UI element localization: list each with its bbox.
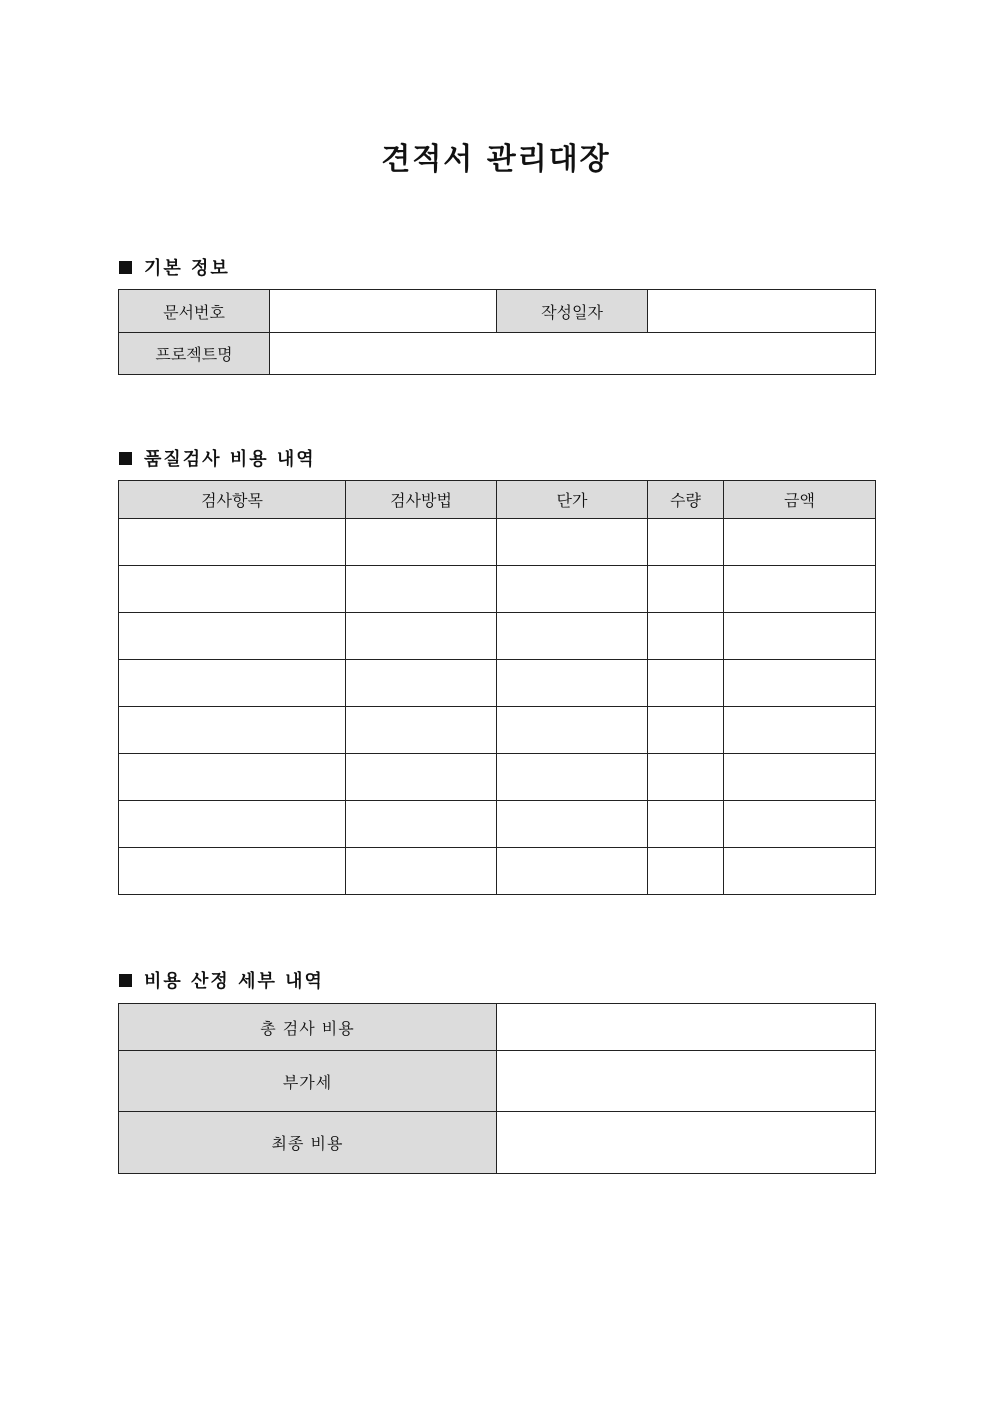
unit-price-cell[interactable] [497,566,648,613]
project-name-field[interactable] [270,333,876,375]
section-heading-cost-breakdown [119,967,324,993]
square-bullet-icon [119,974,132,987]
project-name-label: 프로젝트명 [119,333,270,375]
column-header-item: 검사항목 [119,481,346,519]
quantity-cell[interactable] [648,660,724,707]
section-heading-label: 기본 정보 [144,258,230,279]
unit-price-cell[interactable] [497,660,648,707]
column-header-quantity: 수량 [648,481,724,519]
method-cell[interactable] [346,848,497,895]
table-row [119,519,876,566]
method-cell[interactable] [346,801,497,848]
total-inspection-cost-label: 총 검사 비용 [119,1004,497,1051]
method-cell[interactable] [346,519,497,566]
quantity-cell[interactable] [648,848,724,895]
date-field[interactable] [648,290,876,333]
table-row [119,660,876,707]
quantity-cell[interactable] [648,801,724,848]
page-title: 견적서 관리대장 [381,142,611,177]
table-row [119,1112,876,1174]
column-header-amount: 금액 [724,481,876,519]
unit-price-cell[interactable] [497,754,648,801]
table-row [119,566,876,613]
section-heading-basic-info [119,254,230,280]
method-cell[interactable] [346,660,497,707]
unit-price-cell[interactable] [497,519,648,566]
table-row [119,848,876,895]
item-cell[interactable] [119,707,346,754]
date-label: 작성일자 [497,290,648,333]
table-row [119,754,876,801]
quantity-cell[interactable] [648,707,724,754]
inspection-cost-table [118,480,876,895]
quantity-cell[interactable] [648,566,724,613]
unit-price-cell[interactable] [497,801,648,848]
amount-cell[interactable] [724,613,876,660]
item-cell[interactable] [119,566,346,613]
cost-summary-table [118,1003,876,1174]
table-row [119,707,876,754]
amount-cell[interactable] [724,754,876,801]
section-heading-inspection-costs [119,445,316,471]
column-header-unit-price: 단가 [497,481,648,519]
square-bullet-icon [119,452,132,465]
section-heading-label: 품질검사 비용 내역 [144,449,316,470]
square-bullet-icon [119,261,132,274]
table-row [119,1051,876,1112]
table-header-row [119,481,876,519]
amount-cell[interactable] [724,801,876,848]
amount-cell[interactable] [724,566,876,613]
table-row [119,1004,876,1051]
unit-price-cell[interactable] [497,613,648,660]
vat-field[interactable] [497,1051,876,1112]
item-cell[interactable] [119,848,346,895]
doc-number-field[interactable] [270,290,497,333]
quantity-cell[interactable] [648,754,724,801]
unit-price-cell[interactable] [497,848,648,895]
amount-cell[interactable] [724,519,876,566]
table-row [119,290,876,333]
column-header-method: 검사방법 [346,481,497,519]
amount-cell[interactable] [724,660,876,707]
item-cell[interactable] [119,801,346,848]
method-cell[interactable] [346,754,497,801]
final-cost-label: 최종 비용 [119,1112,497,1174]
section-heading-label: 비용 산정 세부 내역 [144,971,324,992]
item-cell[interactable] [119,754,346,801]
quantity-cell[interactable] [648,519,724,566]
method-cell[interactable] [346,707,497,754]
table-row [119,333,876,375]
amount-cell[interactable] [724,707,876,754]
item-cell[interactable] [119,613,346,660]
item-cell[interactable] [119,660,346,707]
method-cell[interactable] [346,613,497,660]
unit-price-cell[interactable] [497,707,648,754]
table-row [119,613,876,660]
method-cell[interactable] [346,566,497,613]
quantity-cell[interactable] [648,613,724,660]
vat-label: 부가세 [119,1051,497,1112]
total-inspection-cost-field[interactable] [497,1004,876,1051]
amount-cell[interactable] [724,848,876,895]
item-cell[interactable] [119,519,346,566]
table-row [119,801,876,848]
basic-info-table [118,289,876,375]
doc-number-label: 문서번호 [119,290,270,333]
final-cost-field[interactable] [497,1112,876,1174]
